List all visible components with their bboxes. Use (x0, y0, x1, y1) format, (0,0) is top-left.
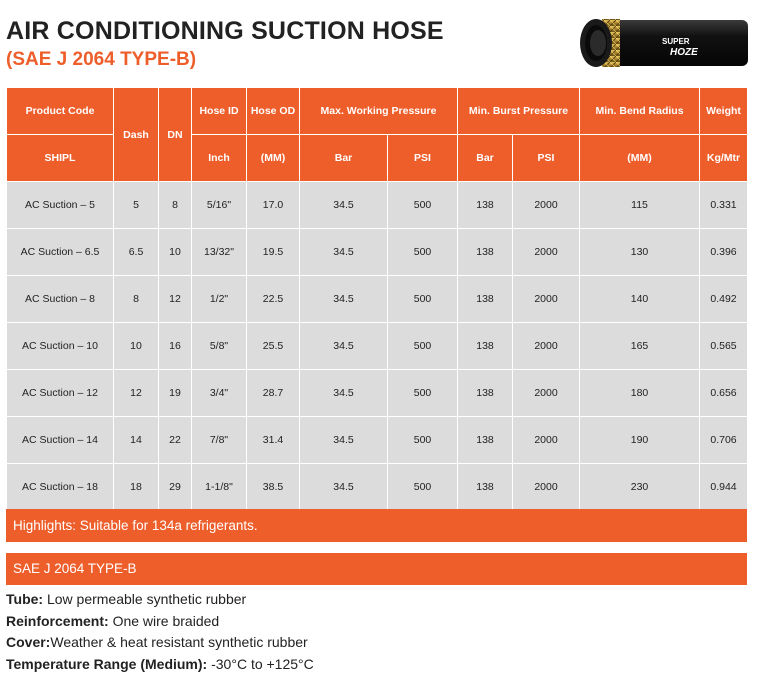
cell-bp-psi: 2000 (513, 370, 580, 417)
cell-dash: 14 (114, 417, 159, 464)
cell-hose-od: 22.5 (247, 276, 300, 323)
cell-weight: 0.396 (700, 229, 748, 276)
cell-product-code: AC Suction – 6.5 (7, 229, 114, 276)
cell-wp-bar: 34.5 (300, 370, 388, 417)
highlights-bar: Highlights: Suitable for 134a refrigerants. (6, 509, 747, 542)
table-row (7, 276, 748, 323)
section-title-bar: SAE J 2064 TYPE-B (6, 553, 747, 585)
cell-wp-psi: 500 (388, 464, 458, 511)
cell-wp-bar: 34.5 (300, 182, 388, 229)
header-hose-od: Hose OD (247, 88, 300, 135)
cell-weight: 0.331 (700, 182, 748, 229)
spec-tube-value: Low permeable synthetic rubber (43, 591, 247, 607)
hose-product-image (574, 14, 750, 70)
spec-reinforcement-value: One wire braided (108, 612, 220, 629)
cell-product-code: AC Suction – 8 (7, 276, 114, 323)
cell-dash: 12 (114, 370, 159, 417)
header-hose-id: Hose ID (192, 88, 247, 135)
cell-wp-bar: 34.5 (300, 323, 388, 370)
spec-temperature-label: Temperature Range (Medium): (6, 655, 208, 672)
header-min-burst-pressure: Min. Burst Pressure (458, 88, 580, 135)
cell-weight: 0.656 (700, 370, 748, 417)
cell-bp-psi: 2000 (513, 229, 580, 276)
cell-hose-od: 25.5 (247, 323, 300, 370)
cell-bp-psi: 2000 (513, 417, 580, 464)
cell-wp-bar: 34.5 (300, 276, 388, 323)
header-dn: DN (159, 88, 192, 182)
table-row (7, 370, 748, 417)
cell-bend-radius: 165 (580, 323, 700, 370)
cell-wp-psi: 500 (388, 323, 458, 370)
cell-dash: 6.5 (114, 229, 159, 276)
header-wp-bar: Bar (300, 135, 388, 182)
header-min-bend-radius: Min. Bend Radius (580, 88, 700, 135)
cell-hose-od: 28.7 (247, 370, 300, 417)
cell-weight: 0.706 (700, 417, 748, 464)
cell-hose-id: 5/16" (192, 182, 247, 229)
cell-weight: 0.944 (700, 464, 748, 511)
svg-text:HOZE: HOZE (670, 47, 698, 58)
page-subtitle: (SAE J 2064 TYPE-B) (6, 49, 197, 70)
header-bp-bar: Bar (458, 135, 513, 182)
spec-reinforcement-label: Reinforcement: (6, 612, 109, 629)
table-row (7, 417, 748, 464)
cell-hose-od: 19.5 (247, 229, 300, 276)
cell-dash: 18 (114, 464, 159, 511)
cell-wp-bar: 34.5 (300, 464, 388, 511)
spec-details (6, 589, 314, 675)
cell-bp-psi: 2000 (513, 323, 580, 370)
header-inch: Inch (192, 135, 247, 182)
cell-wp-psi: 500 (388, 370, 458, 417)
cell-bp-bar: 138 (458, 323, 513, 370)
cell-dn: 16 (159, 323, 192, 370)
spec-temperature (6, 654, 314, 676)
svg-text:SUPER: SUPER (662, 37, 690, 46)
cell-bend-radius: 230 (580, 464, 700, 511)
spec-cover-value: Weather & heat resistant synthetic rubber (50, 634, 308, 650)
header-product-code: Product Code (7, 88, 114, 135)
spec-reinforcement (6, 611, 314, 633)
cell-bend-radius: 190 (580, 417, 700, 464)
header-wp-psi: PSI (388, 135, 458, 182)
cell-hose-od: 31.4 (247, 417, 300, 464)
cell-wp-bar: 34.5 (300, 417, 388, 464)
cell-bend-radius: 140 (580, 276, 700, 323)
cell-product-code: AC Suction – 18 (7, 464, 114, 511)
header-od-mm: (MM) (247, 135, 300, 182)
cell-bp-bar: 138 (458, 276, 513, 323)
cell-hose-id: 13/32" (192, 229, 247, 276)
cell-hose-id: 7/8" (192, 417, 247, 464)
cell-wp-psi: 500 (388, 182, 458, 229)
cell-dn: 8 (159, 182, 192, 229)
cell-bp-bar: 138 (458, 370, 513, 417)
table-row (7, 464, 748, 511)
cell-dn: 10 (159, 229, 192, 276)
cell-dn: 19 (159, 370, 192, 417)
cell-hose-id: 3/4" (192, 370, 247, 417)
cell-hose-id: 1/2" (192, 276, 247, 323)
cell-wp-psi: 500 (388, 229, 458, 276)
header-kg-mtr: Kg/Mtr (700, 135, 748, 182)
cell-bend-radius: 180 (580, 370, 700, 417)
cell-bend-radius: 115 (580, 182, 700, 229)
header-bp-psi: PSI (513, 135, 580, 182)
spec-cover-label: Cover: (6, 634, 51, 650)
cell-weight: 0.565 (700, 323, 748, 370)
cell-dash: 10 (114, 323, 159, 370)
cell-wp-psi: 500 (388, 276, 458, 323)
cell-product-code: AC Suction – 12 (7, 370, 114, 417)
cell-bend-radius: 130 (580, 229, 700, 276)
header-weight: Weight (700, 88, 748, 135)
cell-wp-psi: 500 (388, 417, 458, 464)
cell-wp-bar: 34.5 (300, 229, 388, 276)
cell-bp-bar: 138 (458, 464, 513, 511)
cell-dash: 8 (114, 276, 159, 323)
table-row (7, 182, 748, 229)
cell-hose-id: 5/8" (192, 323, 247, 370)
spec-tube (6, 589, 314, 611)
header-bend-mm: (MM) (580, 135, 700, 182)
table-row (7, 229, 748, 276)
header-shipl: SHIPL (7, 135, 114, 182)
cell-dash: 5 (114, 182, 159, 229)
cell-bp-psi: 2000 (513, 464, 580, 511)
cell-product-code: AC Suction – 5 (7, 182, 114, 229)
cell-hose-od: 17.0 (247, 182, 300, 229)
header-max-working-pressure: Max. Working Pressure (300, 88, 458, 135)
cell-hose-od: 38.5 (247, 464, 300, 511)
header-dash: Dash (114, 88, 159, 182)
spec-cover (6, 632, 314, 654)
cell-bp-bar: 138 (458, 417, 513, 464)
cell-bp-psi: 2000 (513, 276, 580, 323)
table-row (7, 323, 748, 370)
specification-table (6, 87, 748, 511)
cell-product-code: AC Suction – 10 (7, 323, 114, 370)
cell-bp-bar: 138 (458, 229, 513, 276)
spec-temperature-value: -30°C to +125°C (207, 655, 314, 672)
cell-dn: 22 (159, 417, 192, 464)
cell-dn: 29 (159, 464, 192, 511)
cell-hose-id: 1-1/8" (192, 464, 247, 511)
cell-product-code: AC Suction – 14 (7, 417, 114, 464)
cell-bp-psi: 2000 (513, 182, 580, 229)
cell-dn: 12 (159, 276, 192, 323)
cell-weight: 0.492 (700, 276, 748, 323)
cell-bp-bar: 138 (458, 182, 513, 229)
spec-tube-label: Tube: (6, 591, 44, 607)
page-title: AIR CONDITIONING SUCTION HOSE (6, 17, 444, 45)
